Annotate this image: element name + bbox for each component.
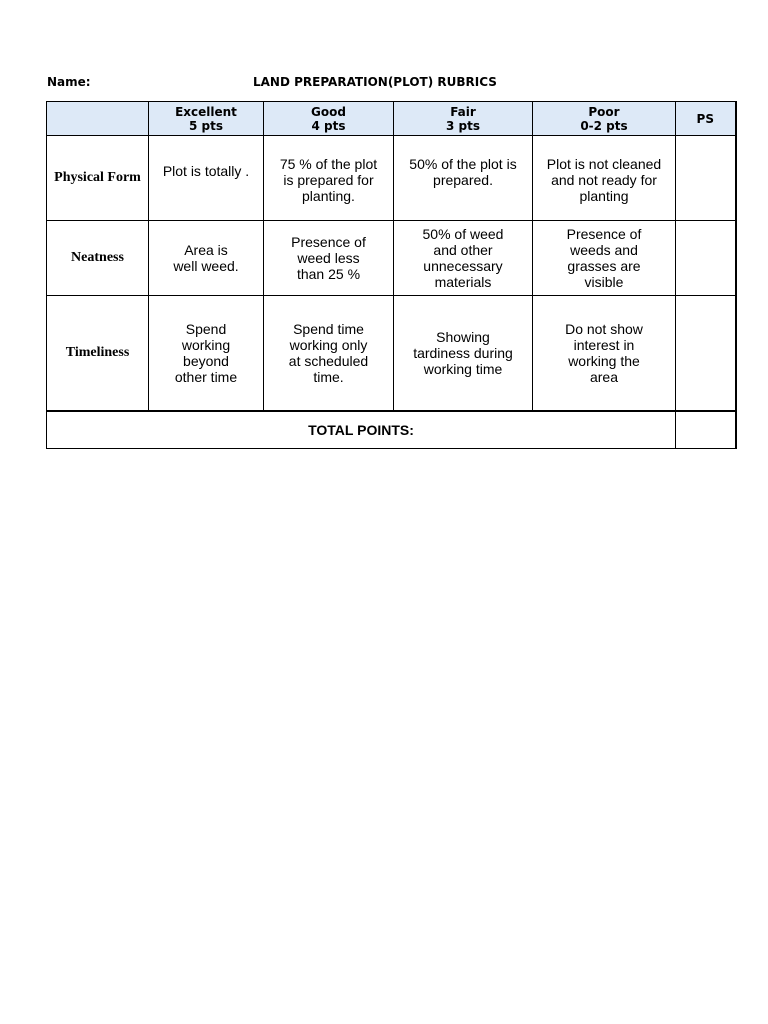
cell-text-line: tardiness during [413, 345, 513, 361]
cell-excellent [149, 296, 264, 412]
criterion-physical-form: Physical Form [47, 136, 149, 221]
cell-text-line: weeds and [570, 242, 638, 258]
header-ps-title: PS [696, 111, 714, 126]
total-points-label: TOTAL POINTS: [47, 411, 676, 449]
header-excellent-points: 5 pts [189, 118, 223, 133]
table-row [47, 136, 736, 221]
cell-text-line: working [181, 337, 231, 353]
cell-text-line: at scheduled [288, 353, 369, 369]
cell-text-line: other time [174, 369, 238, 385]
cell-text-line: 50% of the plot is [409, 156, 517, 172]
ps-score-cell[interactable] [676, 296, 736, 412]
cell-text-line: Plot is not cleaned [546, 156, 662, 172]
header-fair-points: 3 pts [446, 118, 480, 133]
name-label: Name: [47, 75, 91, 89]
cell-text-line: Spend [185, 321, 227, 337]
header-poor [533, 102, 676, 136]
header-poor-points: 0-2 pts [580, 118, 628, 133]
cell-text-line: working only [289, 337, 368, 353]
cell-text-line: beyond [183, 353, 229, 369]
cell-text-line: working time [423, 361, 503, 377]
cell-good [264, 221, 394, 296]
cell-poor [533, 296, 676, 412]
cell-excellent [149, 221, 264, 296]
cell-text-line: Do not show [565, 321, 643, 337]
criterion-timeliness: Timeliness [47, 296, 149, 412]
cell-text-line: than 25 % [296, 266, 361, 282]
cell-text-line: 75 % of the plot [279, 156, 378, 172]
cell-text-line: working the [568, 353, 640, 369]
cell-good [264, 136, 394, 221]
cell-text-line: planting [579, 188, 629, 204]
cell-text-line: 50% of weed [422, 226, 504, 242]
header-good [264, 102, 394, 136]
cell-text-line: and other [433, 242, 493, 258]
cell-text-line: materials [434, 274, 492, 290]
cell-poor [533, 221, 676, 296]
cell-text-line: is prepared for [283, 172, 374, 188]
header-good-points: 4 pts [311, 118, 346, 133]
cell-text-line: Presence of [566, 226, 642, 242]
header-row [47, 102, 736, 136]
header-excellent [149, 102, 264, 136]
table-row [47, 221, 736, 296]
header-ps [676, 102, 736, 136]
cell-text-line: visible [584, 274, 624, 290]
cell-text-line: Showing [436, 329, 490, 345]
cell-fair [394, 296, 533, 412]
cell-text-line: area [589, 369, 618, 385]
cell-text-line: and not ready for [551, 172, 657, 188]
header-criterion-cell [47, 102, 149, 136]
cell-fair [394, 221, 533, 296]
cell-text-line: time. [313, 369, 344, 385]
rubric-table [46, 101, 737, 449]
header-excellent-title: Excellent [175, 104, 237, 119]
header-poor-title: Poor [588, 104, 620, 119]
header-fair-title: Fair [450, 104, 476, 119]
criterion-neatness: Neatness [47, 221, 149, 296]
cell-text-line: Spend time [293, 321, 364, 337]
cell-text-line: weed less [297, 250, 360, 266]
cell-good [264, 296, 394, 412]
table-row [47, 296, 736, 412]
cell-text-line: Area is [184, 242, 228, 258]
cell-text-line: Presence of [291, 234, 366, 250]
header-good-title: Good [311, 104, 346, 119]
cell-fair [394, 136, 533, 221]
cell-text-line: Plot is totally . [162, 163, 250, 179]
total-points-cell[interactable] [676, 411, 736, 449]
cell-text-line: grasses are [567, 258, 641, 274]
ps-score-cell[interactable] [676, 221, 736, 296]
cell-text-line: prepared. [433, 172, 493, 188]
cell-text-line: interest in [573, 337, 635, 353]
ps-score-cell[interactable] [676, 136, 736, 221]
cell-poor [533, 136, 676, 221]
cell-text-line: well weed. [173, 258, 239, 274]
cell-text-line: unnecessary [423, 258, 503, 274]
document-title: LAND PREPARATION(PLOT) RUBRICS [253, 75, 497, 89]
cell-excellent [149, 136, 264, 221]
total-row [47, 411, 736, 449]
header-fair [394, 102, 533, 136]
cell-text-line: planting. [302, 188, 355, 204]
